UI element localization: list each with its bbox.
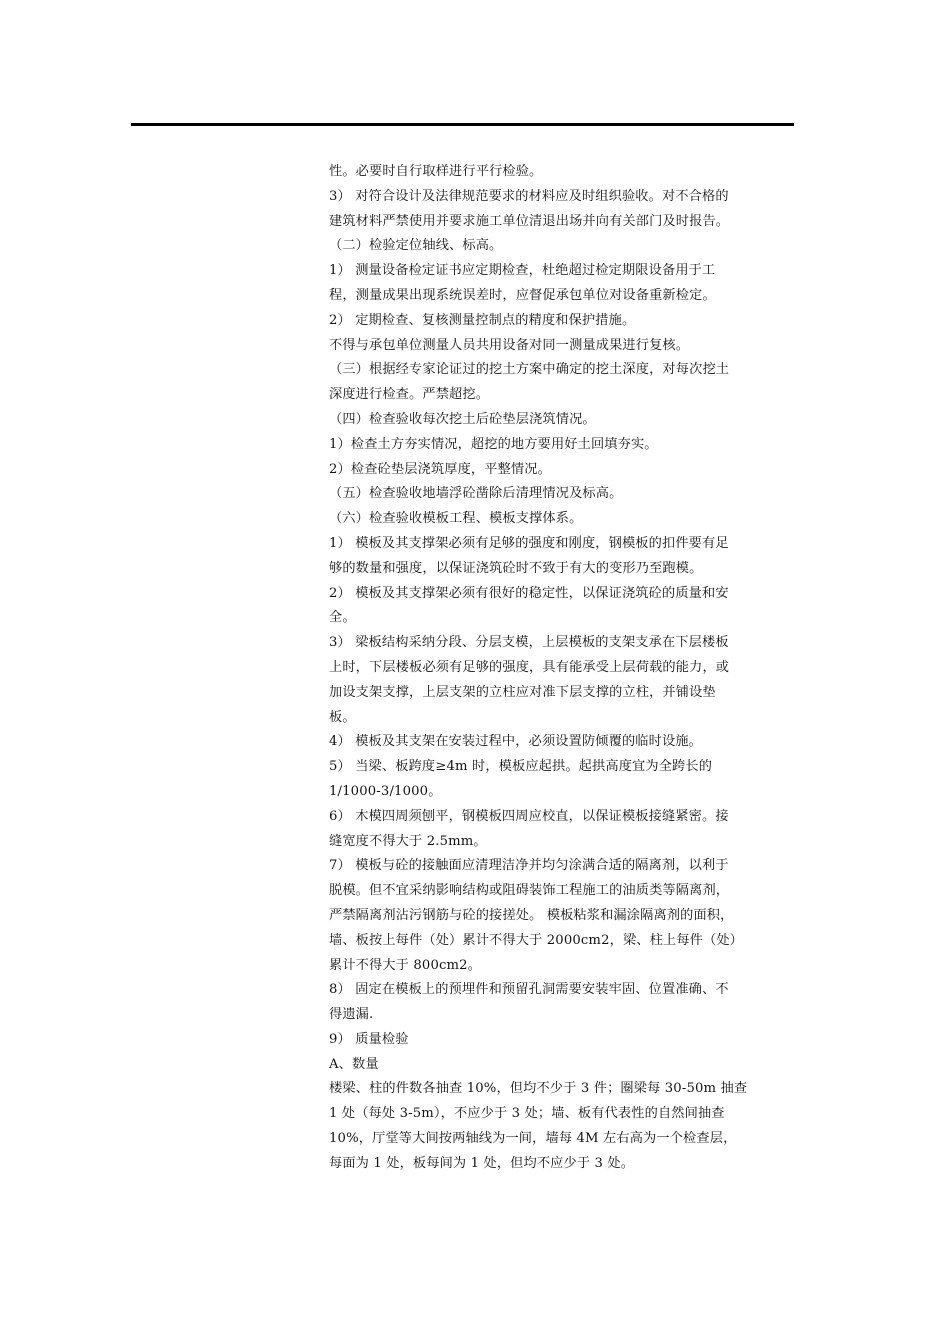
text-line: 2） 定期检查、复核测量控制点的精度和保护措施。 xyxy=(329,312,636,328)
text-line: 10%，厅堂等大间按两轴线为一间，墙每 4M 左右高为一个检查层， xyxy=(329,1131,737,1147)
text-line: 楼梁、柱的件数各抽查 10%，但均不少于 3 件；圈梁每 30-50m 抽查 xyxy=(329,1081,748,1097)
text-line: 程，测量成果出现系统误差时，应督促承包单位对设备重新检定。 xyxy=(329,287,716,303)
section-heading: （四）检查验收每次挖土后砼垫层浇筑情况。 xyxy=(329,411,596,427)
text-line: 1）检查土方夯实情况，超挖的地方要用好土回填夯实。 xyxy=(329,436,658,452)
text-line: 脱模。但不宜采纳影响结构或阻碍装饰工程施工的油质类等隔离剂， xyxy=(329,883,730,899)
text-line: 1 处（每处 3-5m），不应少于 3 处；墙、板有代表性的自然间抽查 xyxy=(329,1106,725,1122)
text-line: A、数量 xyxy=(329,1056,379,1072)
header-rule xyxy=(131,123,794,126)
text-line: 8） 固定在模板上的预埋件和预留孔洞需要安装牢固、位置准确、不 xyxy=(329,982,729,998)
text-line: 板。 xyxy=(329,709,356,725)
text-line: 全。 xyxy=(329,610,356,626)
text-line: 5） 当梁、板跨度≥4m 时，模板应起拱。起拱高度宜为全跨长的 xyxy=(329,759,713,775)
section-heading: （六）检查验收模板工程、模板支撑体系。 xyxy=(329,511,583,527)
document-body xyxy=(329,160,761,1177)
text-line: 2） 模板及其支撑架必须有很好的稳定性，以保证浇筑砼的质量和安 xyxy=(329,585,729,601)
text-line: 够的数量和强度，以保证浇筑砼时不致于有大的变形乃至跑模。 xyxy=(329,560,703,576)
text-line: 严禁隔离剂沾污钢筋与砼的接搓处。 模板粘浆和漏涂隔离剂的面积， xyxy=(329,907,734,923)
text-line: 1） 测量设备检定证书应定期检查，杜绝超过检定期限设备用于工 xyxy=(329,263,716,279)
text-line: 7） 模板与砼的接触面应清理洁净并均匀涂满合适的隔离剂，以利于 xyxy=(329,858,729,874)
section-heading: （五）检查验收地墙浮砼凿除后清理情况及标高。 xyxy=(329,486,623,502)
text-line: 3） 梁板结构采纳分段、分层支模，上层模板的支架支承在下层楼板 xyxy=(329,635,729,651)
text-line: 得遗漏. xyxy=(329,1007,374,1023)
section-heading: （三）根据经专家论证过的挖土方案中确定的挖土深度，对每次挖土 xyxy=(329,362,730,378)
text-line: 3） 对符合设计及法律规范要求的材料应及时组织验收。对不合格的 xyxy=(329,188,729,204)
text-line: 1/1000-3/1000。 xyxy=(329,783,442,799)
text-line: 6） 木模四周须刨平，钢模板四周应校直，以保证模板接缝紧密。接 xyxy=(329,808,729,824)
text-line: 建筑材料严禁使用并要求施工单位清退出场并向有关部门及时报告。 xyxy=(329,213,730,229)
text-line: 不得与承包单位测量人员共用设备对同一测量成果进行复核。 xyxy=(329,337,690,353)
text-line: 4） 模板及其支架在安装过程中，必须设置防倾覆的临时设施。 xyxy=(329,734,702,750)
text-line: 9） 质量检验 xyxy=(329,1031,409,1047)
text-line: 缝宽度不得大于 2.5mm。 xyxy=(329,833,487,849)
text-line: 每面为 1 处，板每间为 1 处，但均不应少于 3 处。 xyxy=(329,1155,635,1171)
text-line: 累计不得大于 800cm2。 xyxy=(329,957,482,973)
text-line: 1） 模板及其支撑架必须有足够的强度和刚度，钢模板的扣件要有足 xyxy=(329,535,729,551)
section-heading: （二）检验定位轴线、标高。 xyxy=(329,238,503,254)
text-line: 性。必要时自行取样进行平行检验。 xyxy=(329,164,543,179)
text-line: 2）检查砼垫层浇筑厚度，平整情况。 xyxy=(329,461,551,477)
text-line: 上时，下层楼板必须有足够的强度，具有能承受上层荷载的能力，或 xyxy=(329,659,730,675)
text-line: 墙、板按上每件（处）累计不得大于 2000cm2，梁、柱上每件（处） xyxy=(329,932,744,948)
text-line: 加设支架支撑，上层支架的立柱应对准下层支撑的立柱，并铺设垫 xyxy=(329,684,716,700)
text-line: 深度进行检查。严禁超挖。 xyxy=(329,387,490,403)
